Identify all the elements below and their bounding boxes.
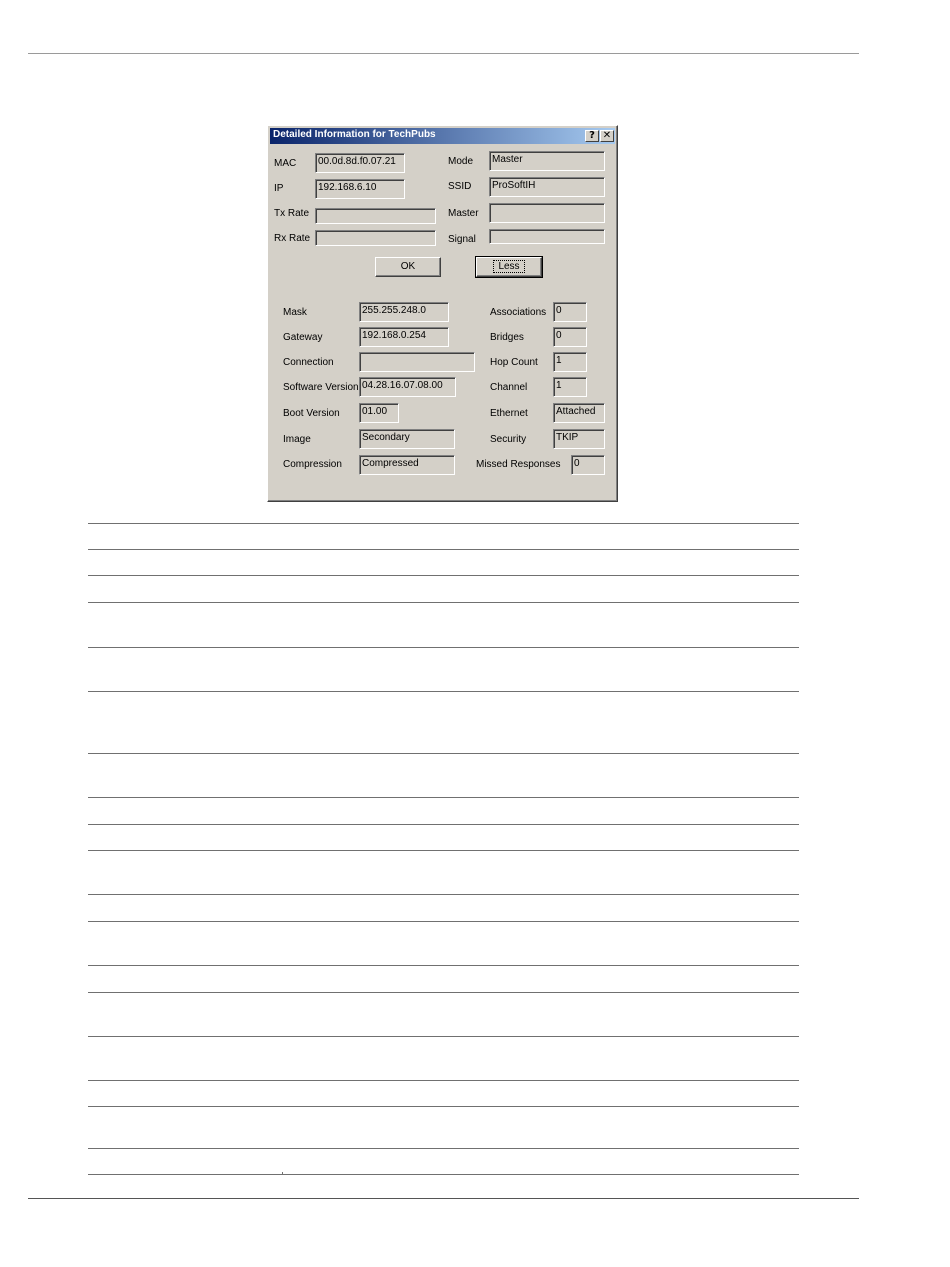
page-header-rule <box>28 53 859 54</box>
tx-rate-field <box>315 208 436 224</box>
page-footer-rule <box>28 1198 859 1199</box>
table-rule <box>88 1106 799 1107</box>
ethernet-label: Ethernet <box>490 408 528 419</box>
hop-count-label: Hop Count <box>490 357 538 368</box>
ok-button-label: OK <box>400 261 416 272</box>
master-label: Master <box>448 208 479 219</box>
mode-field: Master <box>489 151 605 171</box>
table-rule <box>88 797 799 798</box>
channel-field: 1 <box>553 377 587 397</box>
boot-version-field: 01.00 <box>359 403 399 423</box>
security-label: Security <box>490 434 527 445</box>
table-rule <box>88 850 799 851</box>
close-button[interactable]: ✕ <box>600 130 614 142</box>
mask-field: 255.255.248.0 <box>359 302 449 322</box>
table-rule <box>88 1036 799 1037</box>
detailed-information-dialog <box>267 125 618 502</box>
ethernet-field: Attached <box>553 403 605 423</box>
ok-button[interactable] <box>375 257 441 277</box>
table-rule <box>88 894 799 895</box>
table-rule <box>88 965 799 966</box>
ssid-field: ProSoftIH <box>489 177 605 197</box>
ip-label: IP <box>274 183 284 194</box>
dialog-title: Detailed Information for TechPubs <box>273 129 436 140</box>
table-rule <box>88 753 799 754</box>
master-field <box>489 203 605 223</box>
compression-label: Compression <box>283 459 342 470</box>
table-rule <box>88 1174 799 1175</box>
rx-rate-label: Rx Rate <box>274 233 311 244</box>
image-label: Image <box>283 434 311 445</box>
table-rule <box>88 1080 799 1081</box>
mac-label: MAC <box>274 158 297 169</box>
gateway-label: Gateway <box>283 332 323 343</box>
help-button[interactable]: ? <box>585 130 599 142</box>
ip-field: 192.168.6.10 <box>315 179 405 199</box>
signal-label: Signal <box>448 234 476 245</box>
software-version-label: Software Version <box>283 382 359 393</box>
table-rule <box>88 602 799 603</box>
associations-field: 0 <box>553 302 587 322</box>
table-rule <box>88 921 799 922</box>
security-field: TKIP <box>553 429 605 449</box>
table-column-tick <box>282 1172 283 1175</box>
less-button-label: Less <box>494 261 523 272</box>
connection-label: Connection <box>283 357 334 368</box>
mac-field: 00.0d.8d.f0.07.21 <box>315 153 405 173</box>
boot-version-label: Boot Version <box>283 408 340 419</box>
missed-responses-field: 0 <box>571 455 605 475</box>
associations-label: Associations <box>490 307 547 318</box>
connection-field <box>359 352 475 372</box>
channel-label: Channel <box>490 382 528 393</box>
mode-label: Mode <box>448 156 474 167</box>
table-rule <box>88 691 799 692</box>
table-rule <box>88 992 799 993</box>
rx-rate-field <box>315 230 436 246</box>
mask-label: Mask <box>283 307 307 318</box>
table-rule <box>88 575 799 576</box>
bridges-label: Bridges <box>490 332 524 343</box>
table-rule <box>88 549 799 550</box>
software-version-field: 04.28.16.07.08.00 <box>359 377 456 397</box>
missed-responses-label: Missed Responses <box>476 459 561 470</box>
table-rule <box>88 647 799 648</box>
ssid-label: SSID <box>448 181 472 192</box>
image-field: Secondary <box>359 429 455 449</box>
bridges-field: 0 <box>553 327 587 347</box>
tx-rate-label: Tx Rate <box>274 208 310 219</box>
table-rule <box>88 824 799 825</box>
signal-meter <box>489 229 605 244</box>
dialog-titlebar[interactable] <box>270 128 615 144</box>
compression-field: Compressed <box>359 455 455 475</box>
table-rule <box>88 523 799 524</box>
table-rule <box>88 1148 799 1149</box>
gateway-field: 192.168.0.254 <box>359 327 449 347</box>
hop-count-field: 1 <box>553 352 587 372</box>
less-button[interactable] <box>476 257 542 277</box>
